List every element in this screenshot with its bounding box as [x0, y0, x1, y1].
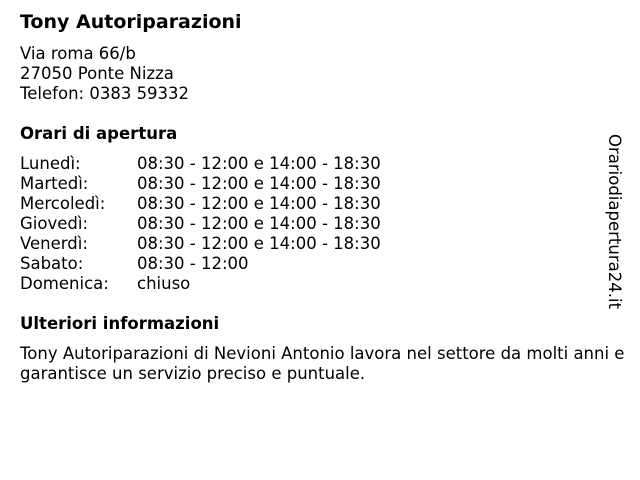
watermark-text: Orariodiapertura24.it: [605, 134, 624, 310]
hours-day: Martedì:: [20, 174, 89, 193]
hours-day: Domenica:: [20, 274, 109, 293]
address-street: Via roma 66/b: [20, 44, 136, 63]
hours-time: 08:30 - 12:00 e 14:00 - 18:30: [137, 194, 381, 213]
hours-day: Sabato:: [20, 254, 84, 273]
business-name: Tony Autoriparazioni: [20, 11, 242, 33]
hours-time: 08:30 - 12:00 e 14:00 - 18:30: [137, 234, 381, 253]
hours-day: Lunedì:: [20, 154, 81, 173]
hours-time: 08:30 - 12:00: [137, 254, 249, 273]
hours-time: chiuso: [137, 274, 191, 293]
hours-time: 08:30 - 12:00 e 14:00 - 18:30: [137, 174, 381, 193]
hours-day: Mercoledì:: [20, 194, 106, 213]
opening-hours-heading: Orari di apertura: [20, 124, 178, 143]
hours-day: Venerdì:: [20, 234, 88, 253]
address-city: 27050 Ponte Nizza: [20, 64, 174, 83]
further-info-heading: Ulteriori informazioni: [20, 314, 220, 333]
hours-time: 08:30 - 12:00 e 14:00 - 18:30: [137, 214, 381, 233]
hours-day: Giovedì:: [20, 214, 88, 233]
further-info-text: Tony Autoriparazioni di Nevioni Antonio lavora nel settore da molti anni e garantisce un servizio preciso e puntuale.: [20, 344, 625, 383]
phone-number: Telefon: 0383 59332: [20, 84, 190, 103]
address-block: [20, 44, 189, 104]
hours-time: 08:30 - 12:00 e 14:00 - 18:30: [137, 154, 381, 173]
